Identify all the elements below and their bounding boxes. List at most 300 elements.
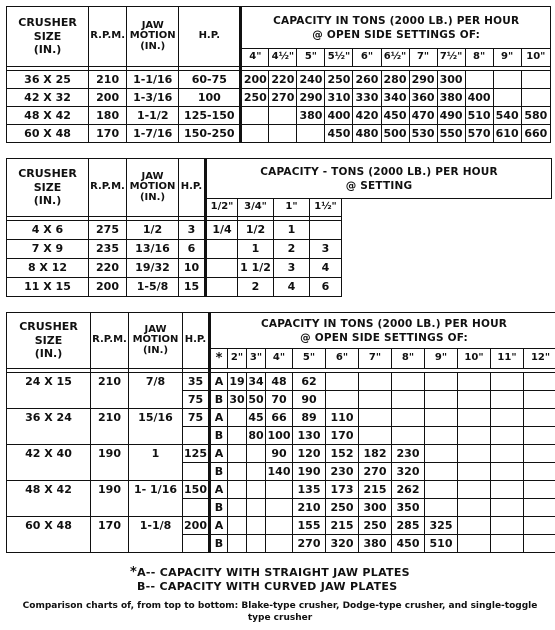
capacity-cell: 130 (293, 427, 326, 445)
capacity-cell: 610 (493, 125, 521, 143)
capacity-cell (359, 391, 392, 409)
plate-type-cell: B (210, 391, 228, 409)
setting-header: 6½" (381, 49, 409, 67)
hp-header: H.P. (179, 7, 241, 67)
setting-header: 10" (458, 349, 491, 369)
capacity-cell (458, 463, 491, 481)
capacity-cell (228, 481, 247, 499)
size-cell: 8 X 12 (7, 259, 89, 278)
plate-type-cell: B (210, 463, 228, 481)
capacity-cell: 2 (238, 278, 274, 297)
capacity-cell: 90 (266, 445, 293, 463)
capacity-cell: 270 (269, 89, 297, 107)
capacity-cell: 4 (310, 259, 342, 278)
capacity-cell: 380 (437, 89, 465, 107)
capacity-cell: 152 (326, 445, 359, 463)
capacity-cell: 220 (269, 71, 297, 89)
setting-header: 3" (247, 349, 266, 369)
capacity-cell (425, 391, 458, 409)
table-row (7, 125, 551, 143)
jaw-cell: 1-3/16 (127, 89, 179, 107)
capacity-cell (247, 535, 266, 553)
capacity-cell (359, 409, 392, 427)
setting-header: 5½" (325, 49, 353, 67)
capacity-cell: 330 (353, 89, 381, 107)
hp-cell: 125-150 (179, 107, 241, 125)
setting-header: 4" (266, 349, 293, 369)
capacity-cell: 6 (310, 278, 342, 297)
dodge-crusher-table (6, 158, 552, 297)
capacity-cell (326, 373, 359, 391)
capacity-cell (206, 259, 238, 278)
rpm-cell: 190 (91, 481, 129, 517)
capacity-cell: 540 (493, 107, 521, 125)
size-cell: 24 X 15 (7, 373, 91, 409)
capacity-cell: 50 (247, 391, 266, 409)
hp-cell (183, 499, 210, 517)
setting-header: 6" (326, 349, 359, 369)
hp-cell: 150-250 (179, 125, 241, 143)
size-cell: 60 X 48 (7, 125, 89, 143)
jaw-cell: 1-1/8 (129, 517, 183, 553)
capacity-cell: 360 (409, 89, 437, 107)
capacity-cell: 480 (353, 125, 381, 143)
capacity-cell: 170 (326, 427, 359, 445)
rpm-header: R.P.M. (91, 313, 129, 369)
setting-header: 9" (493, 49, 521, 67)
capacity-cell: 48 (266, 373, 293, 391)
capacity-cell (491, 373, 524, 391)
hp-cell (183, 463, 210, 481)
capacity-cell (392, 391, 425, 409)
capacity-cell (491, 391, 524, 409)
jaw-cell: 1 (129, 445, 183, 481)
capacity-cell: 66 (266, 409, 293, 427)
capacity-cell: 1 (238, 240, 274, 259)
capacity-cell (524, 499, 555, 517)
capacity-cell: 285 (392, 517, 425, 535)
capacity-cell (521, 89, 550, 107)
capacity-cell: 320 (392, 463, 425, 481)
hp-cell: 15 (179, 278, 206, 297)
rpm-cell: 170 (89, 125, 127, 143)
capacity-cell (359, 427, 392, 445)
setting-header: 7½" (437, 49, 465, 67)
capacity-cell (228, 463, 247, 481)
single-toggle-crusher-chart (6, 312, 555, 553)
capacity-cell: 4 (274, 278, 310, 297)
capacity-cell: 380 (359, 535, 392, 553)
single-toggle-crusher-table (6, 312, 555, 373)
capacity-cell (297, 125, 325, 143)
hp-cell: 75 (183, 391, 210, 409)
capacity-cell (458, 391, 491, 409)
capacity-cell: 400 (325, 107, 353, 125)
capacity-cell: 250 (359, 517, 392, 535)
capacity-cell: 210 (293, 499, 326, 517)
legend-a-text: A-- CAPACITY WITH STRAIGHT JAW PLATES (137, 566, 410, 579)
setting-header: 6" (353, 49, 381, 67)
setting-header: 7" (409, 49, 437, 67)
capacity-cell (266, 535, 293, 553)
jaw-plate-legend (130, 566, 530, 594)
capacity-cell (247, 445, 266, 463)
rpm-cell: 275 (89, 221, 127, 240)
capacity-cell: 3 (310, 240, 342, 259)
capacity-cell: 19 (228, 373, 247, 391)
capacity-cell: 450 (381, 107, 409, 125)
capacity-cell: 300 (359, 499, 392, 517)
rpm-header: R.P.M. (89, 159, 127, 217)
capacity-cell (241, 125, 269, 143)
capacity-cell: 3 (274, 259, 310, 278)
size-cell: 48 X 42 (7, 107, 89, 125)
jaw-cell: 1/2 (127, 221, 179, 240)
capacity-cell: 250 (241, 89, 269, 107)
legend-line-a (130, 566, 530, 581)
capacity-cell: 320 (326, 535, 359, 553)
rpm-cell: 170 (91, 517, 129, 553)
capacity-cell (228, 499, 247, 517)
jaw-motion-header: JAW MOTION (IN.) (127, 159, 179, 217)
hp-cell: 150 (183, 481, 210, 499)
capacity-cell: 89 (293, 409, 326, 427)
table-row (7, 89, 551, 107)
capacity-cell (247, 463, 266, 481)
capacity-cell (521, 71, 550, 89)
capacity-cell: 500 (381, 125, 409, 143)
capacity-cell (266, 517, 293, 535)
hp-cell: 125 (183, 445, 210, 463)
capacity-cell: 30 (228, 391, 247, 409)
capacity-cell: 70 (266, 391, 293, 409)
size-cell: 4 X 6 (7, 221, 89, 240)
capacity-cell: 190 (293, 463, 326, 481)
capacity-cell (228, 517, 247, 535)
capacity-cell: 250 (326, 499, 359, 517)
setting-header: 7" (359, 349, 392, 369)
capacity-cell (310, 221, 342, 240)
capacity-cell (247, 481, 266, 499)
capacity-cell (425, 463, 458, 481)
plate-type-cell: B (210, 535, 228, 553)
legend-b-text: B-- CAPACITY WITH CURVED JAW PLATES (137, 579, 398, 593)
capacity-cell (359, 373, 392, 391)
capacity-cell (458, 517, 491, 535)
plate-type-cell: A (210, 517, 228, 535)
capacity-cell: 173 (326, 481, 359, 499)
size-cell: 36 X 25 (7, 71, 89, 89)
setting-header: 2" (228, 349, 247, 369)
rpm-cell: 190 (91, 445, 129, 481)
hp-header: H.P. (183, 313, 210, 369)
hp-cell: 60-75 (179, 71, 241, 89)
size-cell: 60 X 48 (7, 517, 91, 553)
single-toggle-body (6, 372, 555, 553)
size-cell: 48 X 42 (7, 481, 91, 517)
capacity-cell (491, 499, 524, 517)
hp-cell: 200 (183, 517, 210, 535)
plate-type-cell: B (210, 427, 228, 445)
capacity-cell: 200 (241, 71, 269, 89)
capacity-cell (524, 427, 555, 445)
capacity-cell: 110 (326, 409, 359, 427)
jaw-cell: 1-1/16 (127, 71, 179, 89)
jaw-cell: 13/16 (127, 240, 179, 259)
capacity-cell (228, 409, 247, 427)
capacity-cell: 660 (521, 125, 550, 143)
capacity-cell: 510 (465, 107, 493, 125)
capacity-cell: 290 (297, 89, 325, 107)
capacity-cell: 262 (392, 481, 425, 499)
jaw-cell: 15/16 (129, 409, 183, 445)
capacity-header: CAPACITY IN TONS (2000 LB.) PER HOUR @ OPEN SIDE SETTINGS OF: (210, 313, 555, 349)
capacity-cell: 1/2 (238, 221, 274, 240)
rpm-cell: 200 (89, 89, 127, 107)
hp-cell: 10 (179, 259, 206, 278)
rpm-cell: 210 (91, 373, 129, 409)
capacity-cell (425, 427, 458, 445)
setting-header: 4½" (269, 49, 297, 67)
rpm-cell: 180 (89, 107, 127, 125)
figure-caption: Comparison charts of, from top to bottom: Blake-type crusher, Dodge-type crusher, and single-toggle type crusher (22, 601, 538, 624)
blake-crusher-chart (6, 6, 551, 143)
capacity-cell: 325 (425, 517, 458, 535)
table-row (7, 107, 551, 125)
capacity-cell (392, 373, 425, 391)
size-cell: 36 X 24 (7, 409, 91, 445)
capacity-cell: 570 (465, 125, 493, 143)
capacity-cell: 310 (325, 89, 353, 107)
capacity-cell: 340 (381, 89, 409, 107)
capacity-cell (392, 427, 425, 445)
blake-crusher-table (6, 6, 551, 143)
jaw-cell: 1-1/2 (127, 107, 179, 125)
setting-header: 4" (241, 49, 269, 67)
setting-header: 8" (392, 349, 425, 369)
hp-cell: 100 (179, 89, 241, 107)
rpm-cell: 235 (89, 240, 127, 259)
capacity-cell: 230 (326, 463, 359, 481)
capacity-cell: 2 (274, 240, 310, 259)
table-row (7, 517, 555, 535)
capacity-cell: 1 1/2 (238, 259, 274, 278)
setting-header: 8" (465, 49, 493, 67)
capacity-cell: 140 (266, 463, 293, 481)
capacity-cell: 470 (409, 107, 437, 125)
capacity-cell: 230 (392, 445, 425, 463)
table-row (7, 71, 551, 89)
capacity-cell (241, 107, 269, 125)
size-header: CRUSHER SIZE (IN.) (7, 159, 89, 217)
table-row (7, 259, 552, 278)
capacity-cell (269, 125, 297, 143)
capacity-cell (247, 517, 266, 535)
jaw-cell: 1- 1/16 (129, 481, 183, 517)
capacity-cell: 300 (437, 71, 465, 89)
table-row (7, 373, 555, 391)
size-header: CRUSHER SIZE (IN.) (7, 313, 91, 369)
capacity-cell (458, 445, 491, 463)
table-row (7, 240, 552, 259)
capacity-cell (425, 499, 458, 517)
capacity-cell: 450 (392, 535, 425, 553)
capacity-cell (491, 535, 524, 553)
jaw-cell: 1-7/16 (127, 125, 179, 143)
capacity-cell: 1 (274, 221, 310, 240)
capacity-cell (458, 499, 491, 517)
plate-type-cell: A (210, 409, 228, 427)
capacity-cell: 280 (381, 71, 409, 89)
capacity-cell (458, 427, 491, 445)
jaw-motion-header: JAW MOTION (IN.) (127, 7, 179, 67)
capacity-cell: 1/4 (206, 221, 238, 240)
plate-type-cell: A (210, 481, 228, 499)
capacity-cell (269, 107, 297, 125)
capacity-cell (266, 481, 293, 499)
capacity-cell: 270 (293, 535, 326, 553)
setting-header: 10" (521, 49, 550, 67)
capacity-cell (228, 445, 247, 463)
setting-header: 1" (274, 199, 310, 217)
table-row (7, 409, 555, 427)
capacity-cell: 155 (293, 517, 326, 535)
capacity-cell (458, 535, 491, 553)
capacity-cell (247, 499, 266, 517)
capacity-cell: 240 (297, 71, 325, 89)
table-row (7, 221, 552, 240)
rpm-header: R.P.M. (89, 7, 127, 67)
capacity-cell (524, 445, 555, 463)
hp-cell: 75 (183, 409, 210, 427)
rpm-cell: 220 (89, 259, 127, 278)
capacity-cell (458, 373, 491, 391)
setting-header: 1½" (310, 199, 342, 217)
capacity-cell: 490 (437, 107, 465, 125)
capacity-cell: 90 (293, 391, 326, 409)
size-cell: 42 X 40 (7, 445, 91, 481)
capacity-cell: 530 (409, 125, 437, 143)
capacity-cell (524, 463, 555, 481)
asterisk-marker: * (210, 349, 228, 369)
size-cell: 42 X 32 (7, 89, 89, 107)
capacity-cell: 290 (409, 71, 437, 89)
capacity-cell (425, 445, 458, 463)
capacity-cell: 62 (293, 373, 326, 391)
capacity-cell: 45 (247, 409, 266, 427)
capacity-cell: 120 (293, 445, 326, 463)
capacity-cell: 135 (293, 481, 326, 499)
jaw-cell: 19/32 (127, 259, 179, 278)
setting-header: 5" (297, 49, 325, 67)
rpm-cell: 210 (89, 71, 127, 89)
capacity-cell (493, 89, 521, 107)
jaw-cell: 7/8 (129, 373, 183, 409)
capacity-cell: 450 (325, 125, 353, 143)
size-cell: 11 X 15 (7, 278, 89, 297)
capacity-cell (206, 278, 238, 297)
capacity-cell (392, 409, 425, 427)
dodge-crusher-chart (6, 158, 552, 297)
capacity-cell (425, 373, 458, 391)
capacity-cell (524, 535, 555, 553)
plate-type-cell: A (210, 373, 228, 391)
hp-header: H.P. (179, 159, 206, 217)
capacity-cell (491, 427, 524, 445)
capacity-cell: 260 (353, 71, 381, 89)
capacity-cell (206, 240, 238, 259)
capacity-cell (228, 427, 247, 445)
capacity-cell: 580 (521, 107, 550, 125)
capacity-cell (458, 409, 491, 427)
capacity-cell (458, 481, 491, 499)
capacity-cell: 350 (392, 499, 425, 517)
jaw-cell: 1-5/8 (127, 278, 179, 297)
table-row (7, 278, 552, 297)
capacity-cell: 250 (325, 71, 353, 89)
hp-cell (183, 427, 210, 445)
capacity-cell (491, 409, 524, 427)
hp-cell: 6 (179, 240, 206, 259)
legend-line-b (130, 581, 530, 594)
size-header: CRUSHER SIZE (IN.) (7, 7, 89, 67)
capacity-cell (524, 391, 555, 409)
capacity-cell: 80 (247, 427, 266, 445)
capacity-cell (228, 535, 247, 553)
hp-cell: 3 (179, 221, 206, 240)
plate-type-cell: A (210, 445, 228, 463)
jaw-motion-header: JAW MOTION (IN.) (129, 313, 183, 369)
setting-header: 9" (425, 349, 458, 369)
hp-cell (183, 535, 210, 553)
capacity-cell: 182 (359, 445, 392, 463)
rpm-cell: 210 (91, 409, 129, 445)
capacity-cell (491, 463, 524, 481)
plate-type-cell: B (210, 499, 228, 517)
capacity-cell (465, 71, 493, 89)
table-row (7, 445, 555, 463)
rpm-cell: 200 (89, 278, 127, 297)
setting-header: 1/2" (206, 199, 238, 217)
capacity-cell: 34 (247, 373, 266, 391)
capacity-cell (425, 409, 458, 427)
capacity-cell: 215 (359, 481, 392, 499)
capacity-cell (491, 445, 524, 463)
capacity-cell: 400 (465, 89, 493, 107)
size-cell: 7 X 9 (7, 240, 89, 259)
capacity-header: CAPACITY - TONS (2000 LB.) PER HOUR @ SETTING (206, 159, 552, 199)
capacity-cell: 215 (326, 517, 359, 535)
capacity-cell: 510 (425, 535, 458, 553)
capacity-cell (491, 481, 524, 499)
capacity-cell: 420 (353, 107, 381, 125)
setting-header: 5" (293, 349, 326, 369)
table-row (7, 481, 555, 499)
capacity-cell (266, 499, 293, 517)
capacity-cell (524, 373, 555, 391)
capacity-cell: 380 (297, 107, 325, 125)
capacity-cell (524, 517, 555, 535)
capacity-cell (326, 391, 359, 409)
capacity-cell: 550 (437, 125, 465, 143)
capacity-cell (524, 481, 555, 499)
hp-cell: 35 (183, 373, 210, 391)
capacity-cell: 270 (359, 463, 392, 481)
capacity-header: CAPACITY IN TONS (2000 LB.) PER HOUR @ OPEN SIDE SETTINGS OF: (241, 7, 551, 49)
setting-header: 11" (491, 349, 524, 369)
capacity-cell: 100 (266, 427, 293, 445)
asterisk-marker: * (130, 565, 138, 580)
